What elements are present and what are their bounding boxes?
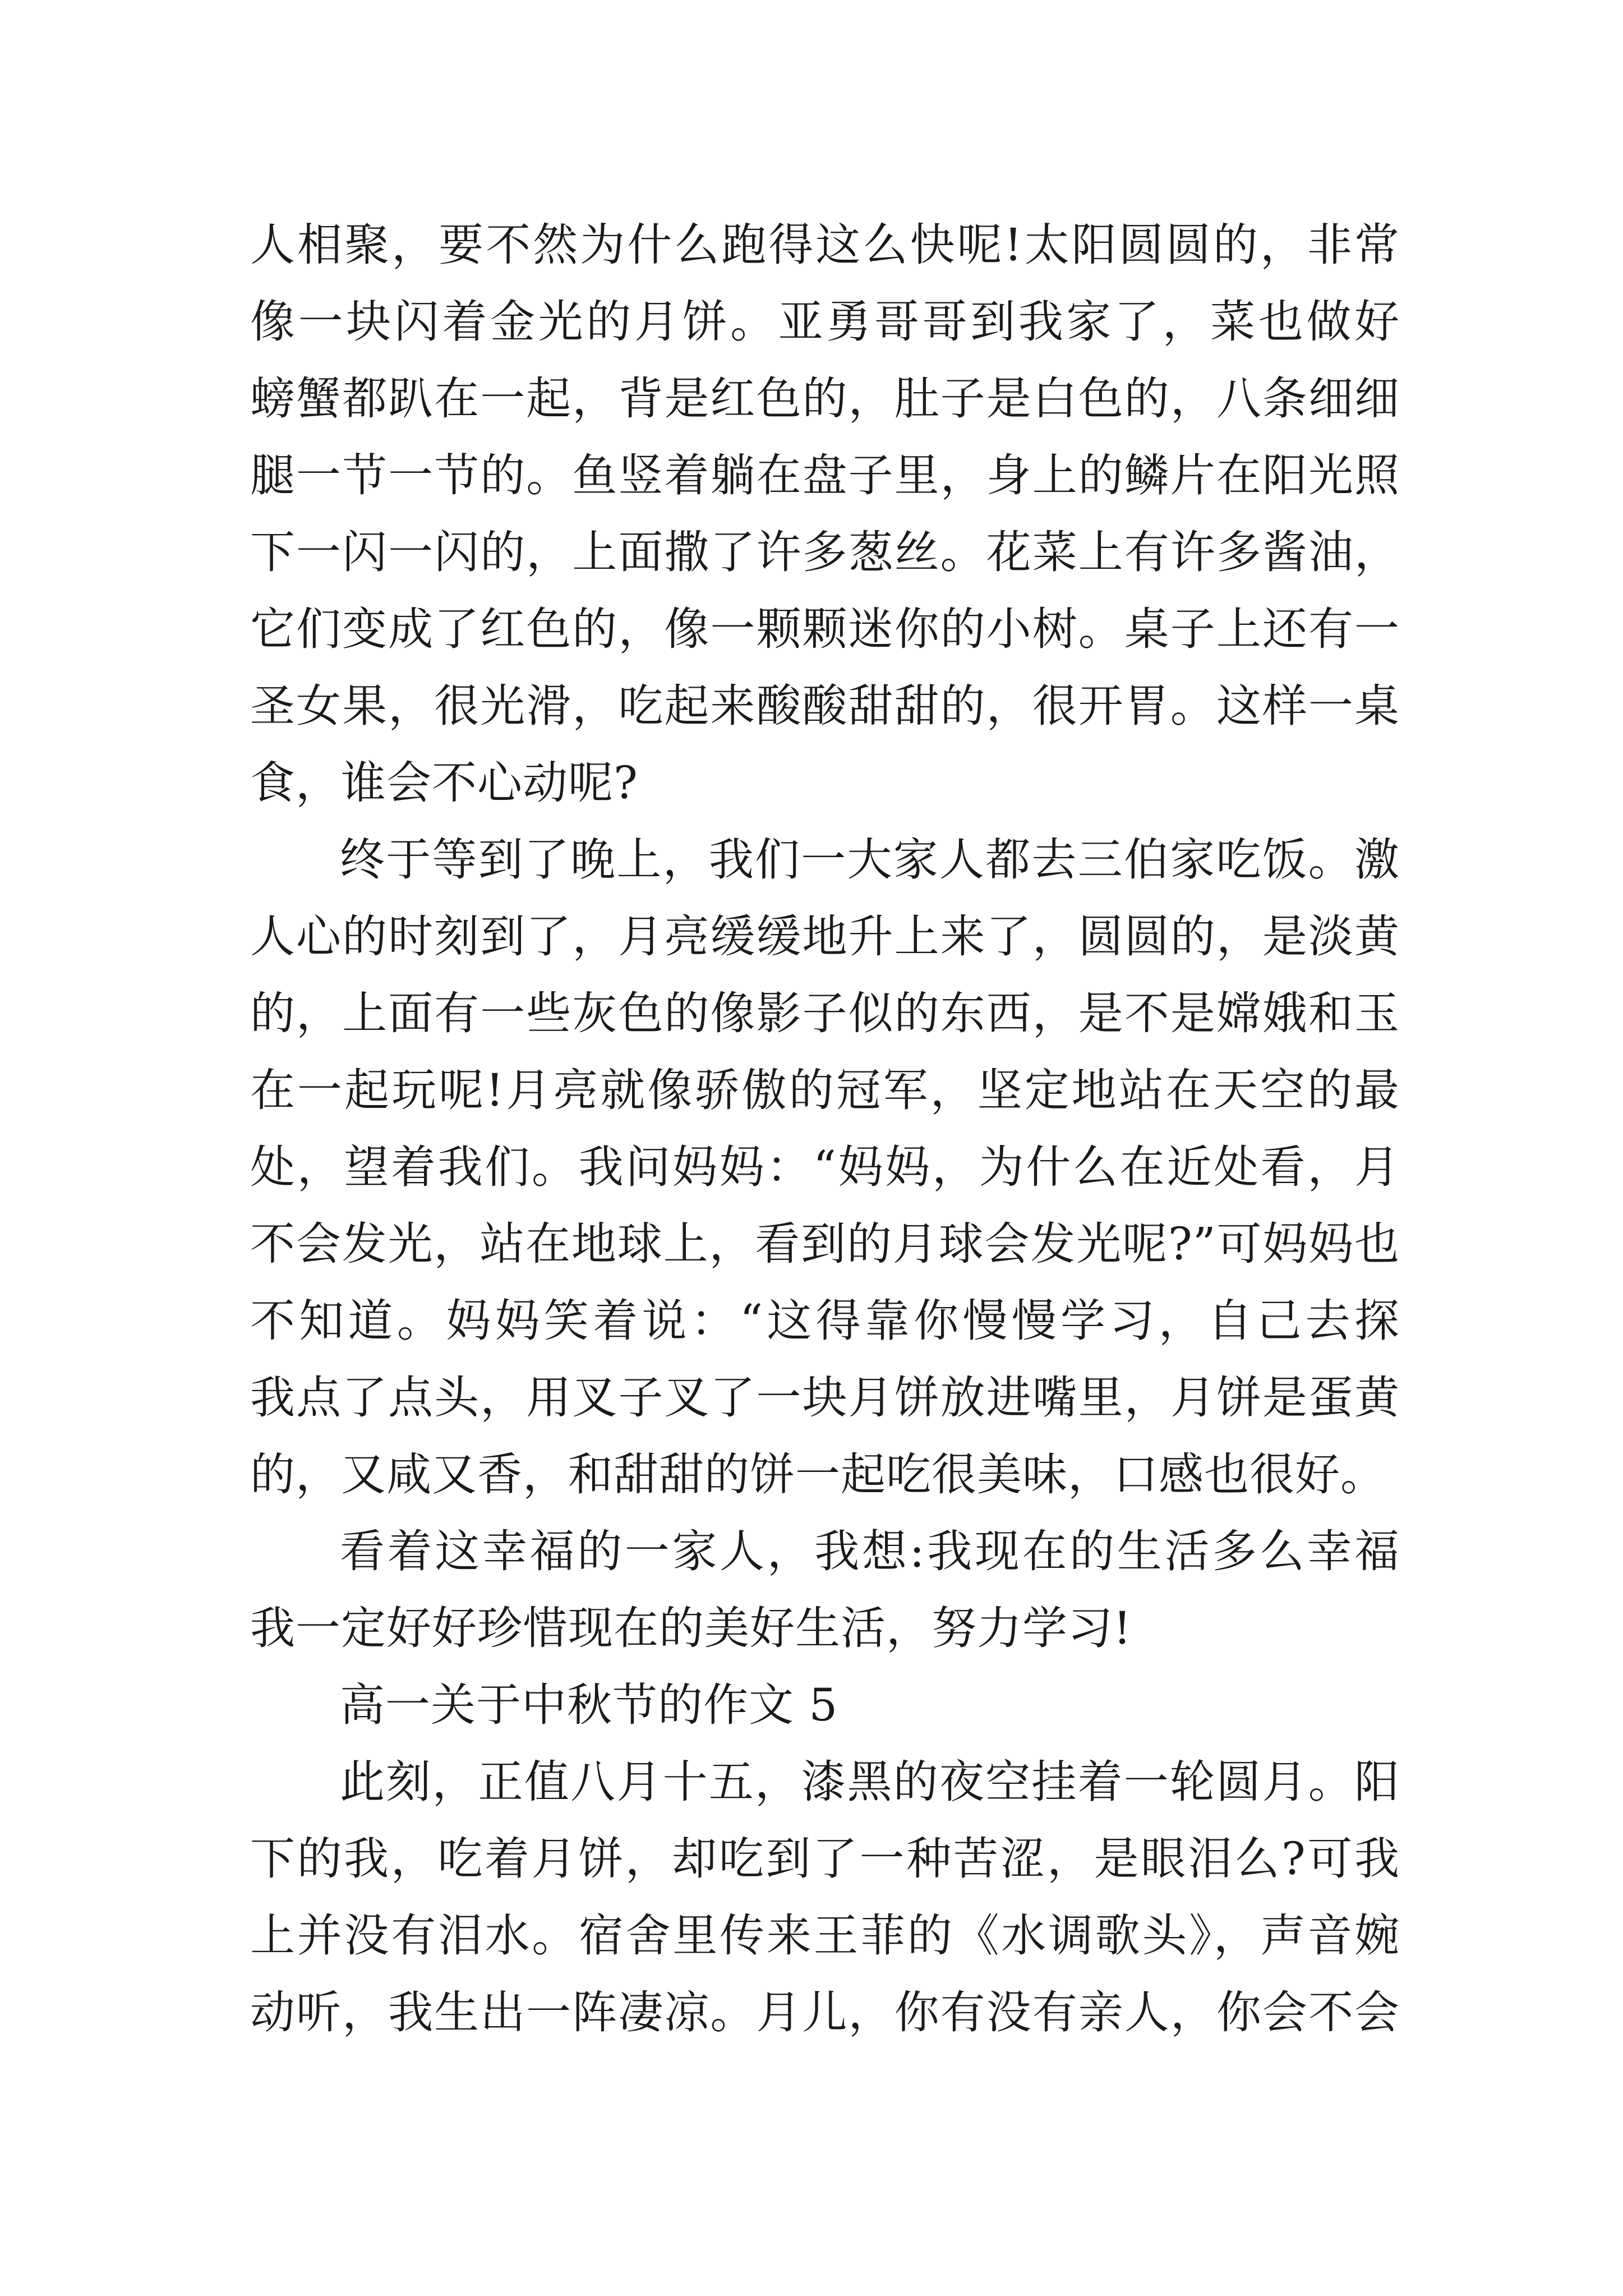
text-line: 食，谁会不心动呢? <box>250 757 638 809</box>
text-line: 的，上面有一些灰色的像影子似的东西，是不是嫦娥和玉 <box>250 987 1400 1039</box>
paragraph-first-line: 看着这幸福的一家人，我想:我现在的生活多么幸福 <box>340 1525 1400 1577</box>
paragraph-first-line: 此刻，正值八月十五，漆黑的夜空挂着一轮圆月。阳 <box>340 1756 1400 1808</box>
text-line: 我点了点头，用叉子叉了一块月饼放进嘴里，月饼是蛋黄 <box>250 1372 1400 1424</box>
text-line: 的，又咸又香，和甜甜的饼一起吃很美味，口感也很好。 <box>250 1448 1386 1501</box>
text-line: 人相聚，要不然为什么跑得这么快呢!太阳圆圆的，非常 <box>250 219 1400 271</box>
text-line: 上并没有泪水。宿舍里传来王菲的《水调歌头》，声音婉 <box>250 1910 1400 1962</box>
article-body <box>250 206 1400 2051</box>
text-line: 下的我，吃着月饼，却吃到了一种苦涩，是眼泪么?可我 <box>250 1833 1400 1885</box>
text-line: 处，望着我们。我问妈妈：“妈妈，为什么在近处看，月 <box>250 1141 1400 1193</box>
text-line: 不会发光，站在地球上，看到的月球会发光呢?”可妈妈也 <box>250 1218 1400 1270</box>
text-line: 腿一节一节的。鱼竖着躺在盘子里，身上的鳞片在阳光照 <box>250 449 1400 501</box>
text-line: 像一块闪着金光的月饼。亚勇哥哥到我家了，菜也做好 <box>250 296 1400 348</box>
text-line: 我一定好好珍惜现在的美好生活，努力学习! <box>250 1602 1132 1654</box>
text-line: 下一闪一闪的，上面撒了许多葱丝。花菜上有许多酱油， <box>250 526 1400 578</box>
text-line: 人心的时刻到了，月亮缓缓地升上来了，圆圆的，是淡黄 <box>250 910 1400 963</box>
text-line: 在一起玩呢!月亮就像骄傲的冠军，坚定地站在天空的最 <box>250 1064 1400 1116</box>
text-line: 圣女果，很光滑，吃起来酸酸甜甜的，很开胃。这样一桌 <box>250 680 1400 732</box>
text-line: 不知道。妈妈笑着说：“这得靠你慢慢学习，自己去探 <box>250 1295 1400 1347</box>
text-line: 它们变成了红色的，像一颗颗迷你的小树。桌子上还有一 <box>250 603 1400 655</box>
paragraph-first-line: 终于等到了晚上，我们一大家人都去三伯家吃饭。激 <box>340 834 1400 886</box>
text-line: 动听，我生出一阵凄凉。月儿，你有没有亲人，你会不会 <box>250 1986 1400 2039</box>
section-heading: 高一关于中秋节的作文 5 <box>340 1679 838 1731</box>
text-line: 螃蟹都趴在一起，背是红色的，肚子是白色的，八条细细 <box>250 372 1400 425</box>
